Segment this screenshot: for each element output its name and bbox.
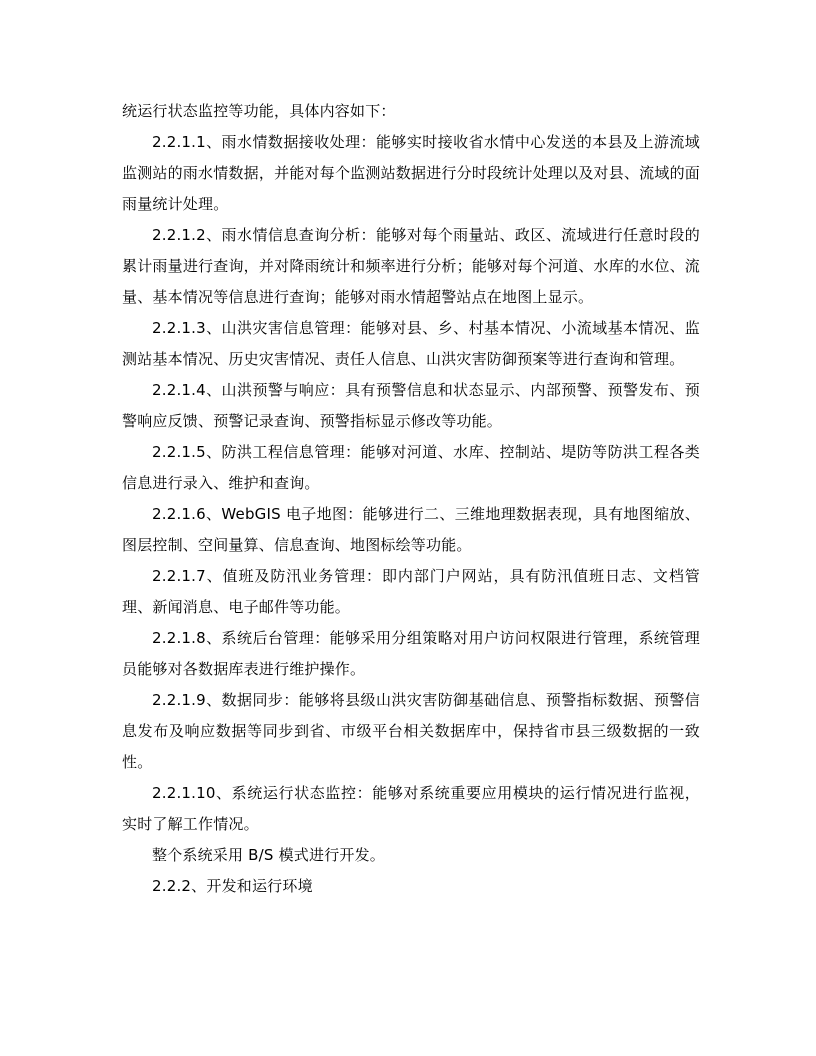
paragraph-2-2-1-10: 2.2.1.10、系统运行状态监控：能够对系统重要应用模块的运行情况进行监视，实时了解工作情况。	[122, 784, 700, 833]
paragraph-2-2-1-4: 2.2.1.4、山洪预警与响应：具有预警信息和状态显示、内部预警、预警发布、预警响应反馈、预警记录查询、预警指标显示修改等功能。	[122, 381, 700, 430]
paragraph-2-2-1-1: 2.2.1.1、雨水情数据接收处理：能够实时接收省水情中心发送的本县及上游流域监测站的雨水情数据，并能对每个监测站数据进行分时段统计处理以及对县、流域的面雨量统计处理。	[122, 133, 700, 213]
paragraph-2-2-1-2: 2.2.1.2、雨水情信息查询分析：能够对每个雨量站、政区、流域进行任意时段的累计雨量进行查询，并对降雨统计和频率进行分析；能够对每个河道、水库的水位、流量、基本情况等信息进行查询；能够对雨水情超警站点在地图上显示。	[122, 226, 700, 306]
paragraph-2-2-1-8: 2.2.1.8、系统后台管理：能够采用分组策略对用户访问权限进行管理，系统管理员能够对各数据库表进行维护操作。	[122, 629, 700, 678]
document-page	[122, 96, 700, 902]
paragraph-2-2-1-7: 2.2.1.7、值班及防汛业务管理：即内部门户网站，具有防汛值班日志、文档管理、新闻消息、电子邮件等功能。	[122, 567, 700, 616]
paragraph-2-2-1-9: 2.2.1.9、数据同步：能够将县级山洪灾害防御基础信息、预警指标数据、预警信息发布及响应数据等同步到省、市级平台相关数据库中，保持省市县三级数据的一致性。	[122, 691, 700, 771]
section-heading-2-2-2: 2.2.2、开发和运行环境	[152, 877, 313, 895]
paragraph-intro: 统运行状态监控等功能，具体内容如下：	[122, 102, 396, 120]
paragraph-2-2-1-5: 2.2.1.5、防洪工程信息管理：能够对河道、水库、控制站、堤防等防洪工程各类信息进行录入、维护和查询。	[122, 443, 700, 492]
paragraph-2-2-1-6: 2.2.1.6、WebGIS 电子地图：能够进行二、三维地理数据表现，具有地图缩放、图层控制、空间量算、信息查询、地图标绘等功能。	[122, 505, 700, 554]
paragraph-bs-mode: 整个系统采用 B/S 模式进行开发。	[152, 846, 386, 864]
paragraph-2-2-1-3: 2.2.1.3、山洪灾害信息管理：能够对县、乡、村基本情况、小流域基本情况、监测站基本情况、历史灾害情况、责任人信息、山洪灾害防御预案等进行查询和管理。	[122, 319, 700, 368]
